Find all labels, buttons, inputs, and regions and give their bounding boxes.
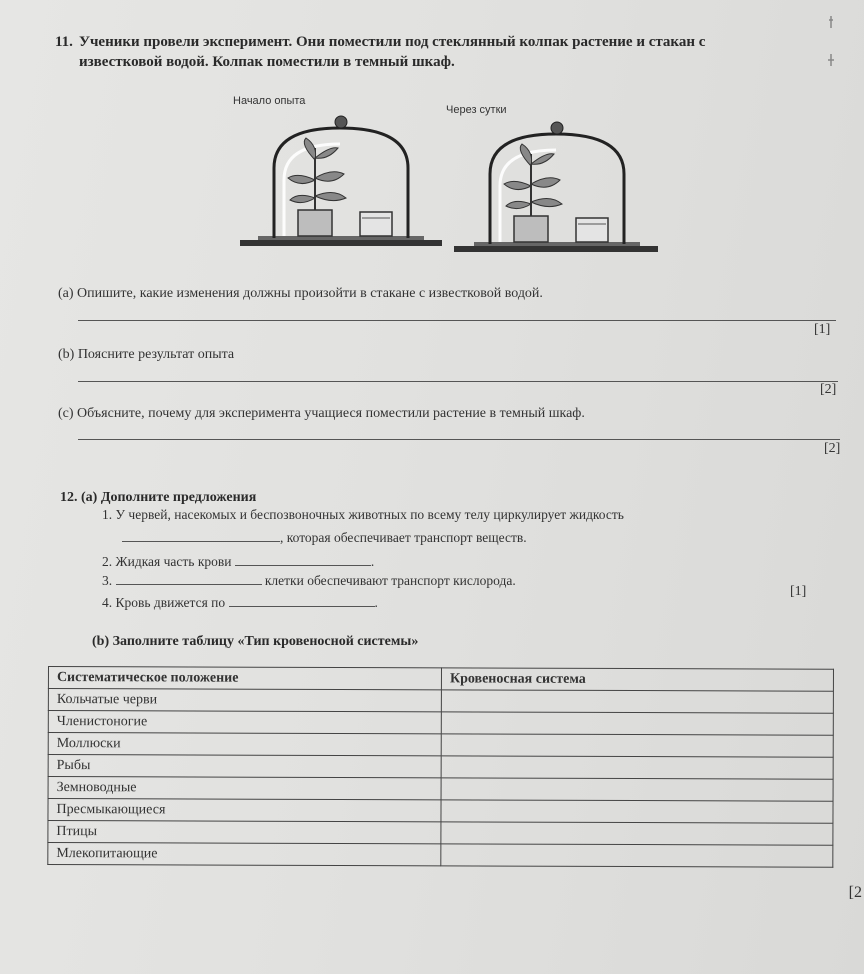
figure-label-after: Через сутки [446,104,507,116]
part-b-answer-line[interactable] [78,381,838,382]
q12-item-3-number: 3. [102,573,113,588]
question-11-title-line1: Ученики провели эксперимент. Они поместили под стеклянный колпак растение и стакан с [78,34,706,50]
q12-item-2-text-after: . [370,554,375,569]
table-row [48,799,833,824]
table-cell-group: Рыбы [48,755,441,778]
table-cell-answer[interactable] [441,822,833,845]
q12-item-1-text-before: У червей, насекомых и беспозвоночных животных по всему телу циркулирует жидкость [115,507,624,522]
q12-item-1-line2 [122,529,527,546]
question-12b-heading: (b) Заполните таблицу «Тип кровеносной системы» [92,634,419,649]
part-a-text: (a) Опишите, какие изменения должны произойти в стакане с известковой водой. [58,286,543,301]
table-row [48,777,833,802]
table-row [48,711,833,736]
q12-item-1-line1 [102,507,624,523]
table-row [48,821,833,846]
q12a-mark: [1] [790,584,807,599]
part-c-answer-line[interactable] [78,439,840,440]
table-cell-group: Пресмыкающиеся [48,799,441,822]
q12-item-4 [102,594,378,611]
q12-item-1-text-after: , которая обеспечивает транспорт веществ. [280,530,527,545]
q12-item-4-text-before: Кровь движется по [115,595,226,610]
table-row [48,689,833,714]
part-b-mark: [2] [820,382,837,397]
bell-jar-start [240,116,442,246]
circulatory-system-table [47,666,834,868]
table-cell-group: Членистоногие [48,711,441,734]
binder-mark-icon [826,14,836,74]
q12-item-1-number: 1. [102,507,113,522]
table-cell-answer[interactable] [441,778,833,801]
table-row [48,733,833,758]
table-cell-answer[interactable] [441,734,833,757]
q12-item-3-blank[interactable] [116,572,262,585]
question-12-heading: 12. (a) Дополните предложения [60,490,257,505]
table-cell-answer[interactable] [441,800,833,823]
table-cell-answer[interactable] [441,844,833,867]
part-c-text: (c) Объясните, почему для эксперимента учащиеся поместили растение в темный шкаф. [58,406,585,421]
table-cell-group: Птицы [48,821,441,844]
part-a-answer-line[interactable] [78,320,836,321]
table-cell-group: Моллюски [48,733,441,756]
table-row [48,755,833,780]
table-header-row [48,667,833,692]
part-b-text: (b) Поясните результат опыта [58,347,235,362]
question-11-number: 11. [55,34,73,50]
q12-item-3 [102,572,516,589]
question-11-title [55,32,825,72]
q12-item-2-text-before: Жидкая часть крови [115,554,232,569]
part-a-mark: [1] [814,322,831,337]
q12b-mark-cut: [2 [848,884,862,901]
table-cell-group: Кольчатые черви [48,689,441,712]
question-11-title-line2: известковой водой. Колпак поместили в темный шкаф. [79,54,455,70]
table-row [48,843,833,868]
table-cell-group: Земноводные [48,777,441,800]
q12-item-4-blank[interactable] [229,594,375,607]
table-header-circulatory-system: Кровеносная система [441,668,833,691]
q12-item-2-blank[interactable] [235,553,371,566]
figure-label-start: Начало опыта [233,95,306,107]
q12-item-2 [102,553,374,570]
table-header-classification: Систематическое положение [48,667,441,690]
table-cell-answer[interactable] [441,690,833,713]
q12-item-4-text-after: . [374,595,378,610]
table-cell-answer[interactable] [441,756,833,779]
q12-item-4-number: 4. [102,595,113,610]
bell-jar-after [454,122,658,252]
table-cell-answer[interactable] [441,712,833,735]
experiment-figure [240,108,660,256]
q12-item-1-blank[interactable] [122,529,280,542]
table-cell-group: Млекопитающие [48,843,441,866]
q12-item-2-number: 2. [102,554,113,569]
part-c-mark: [2] [824,441,841,456]
q12-item-3-text-after: клетки обеспечивают транспорт кислорода. [264,573,516,588]
